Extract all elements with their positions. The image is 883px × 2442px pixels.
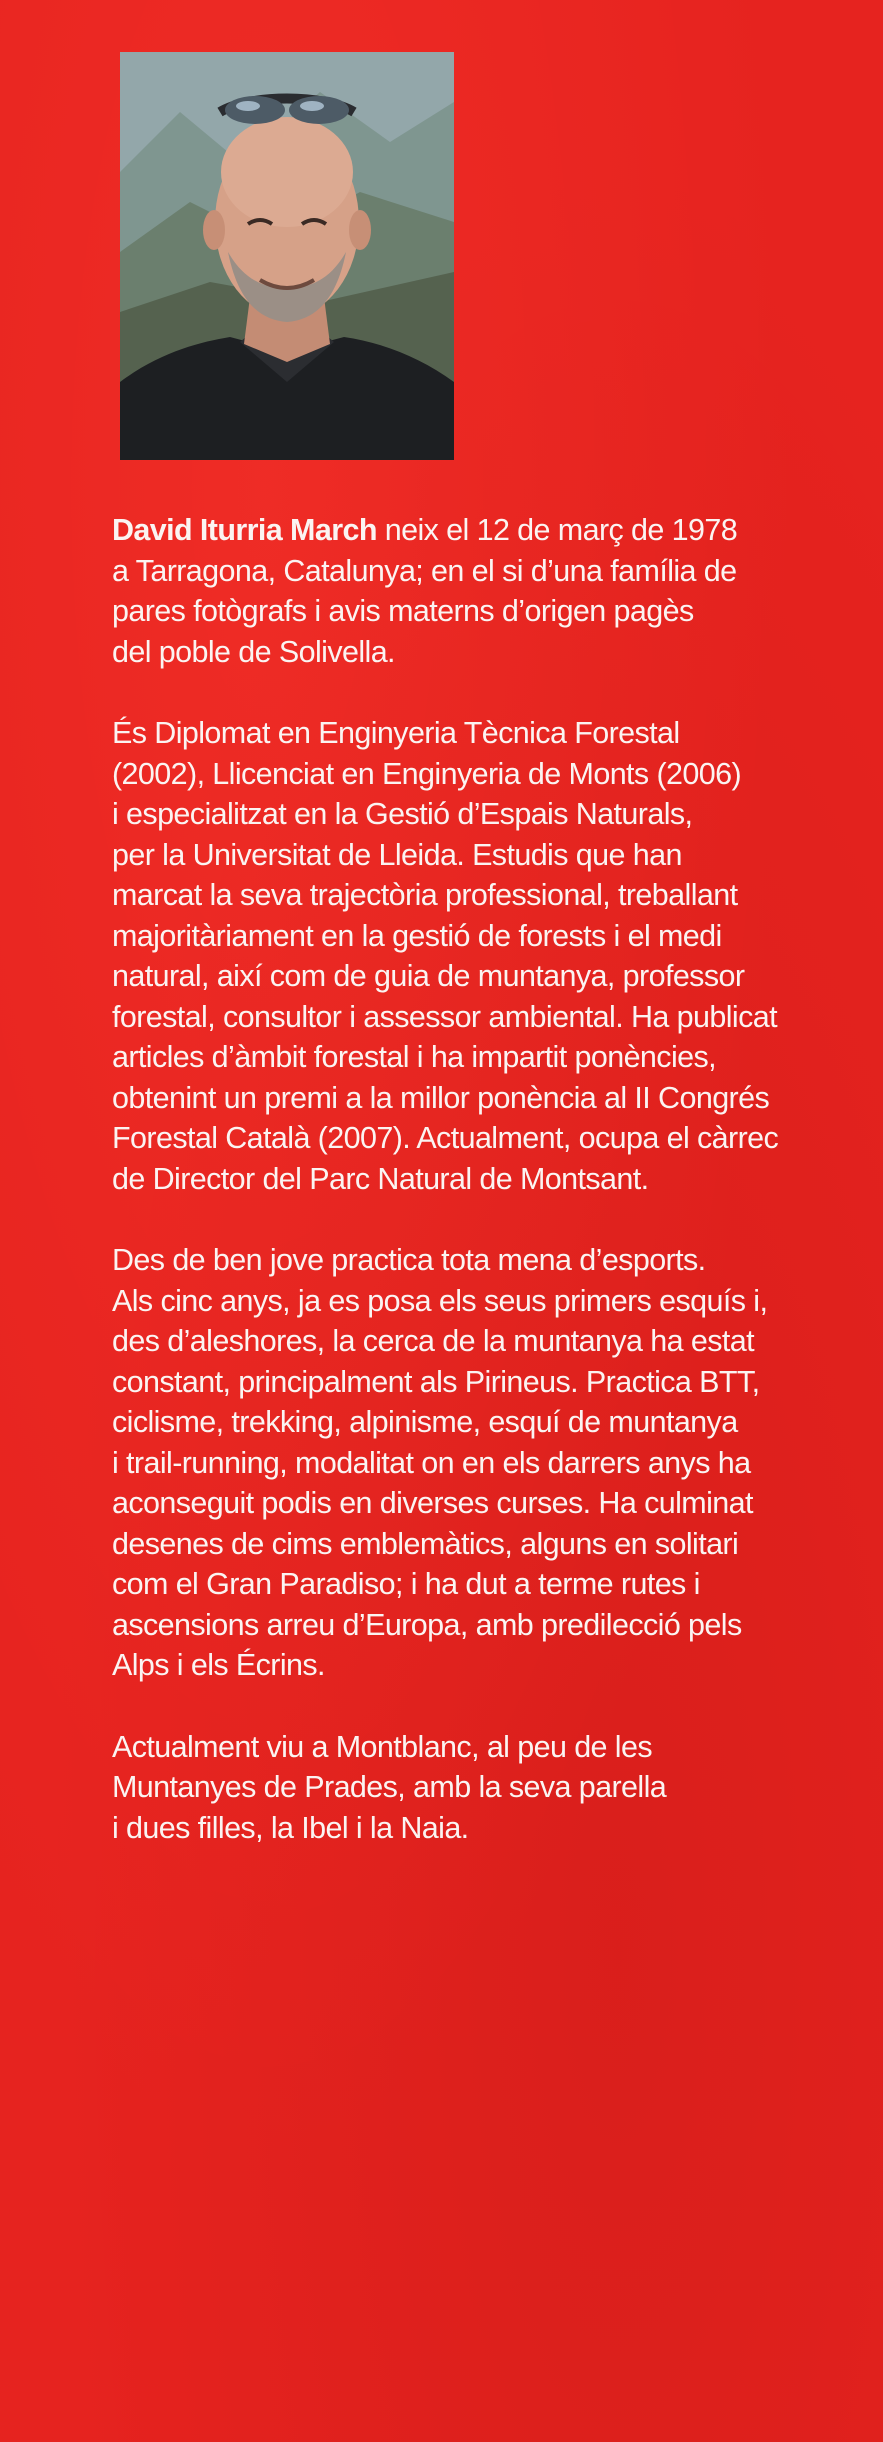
bio-line: majoritàriament en la gestió de forests i el medi	[112, 918, 722, 953]
bio-line: (2002), Llicenciat en Enginyeria de Monts (2006)	[112, 756, 742, 791]
bio-line: marcat la seva trajectòria professional, treballant	[112, 878, 738, 912]
bio-line: obtenint un premi a la millor ponència al II Congrés	[112, 1080, 770, 1115]
bio-paragraph-4	[112, 1727, 852, 1849]
author-bio	[112, 510, 852, 1889]
bio-line: Muntanyes de Prades, amb la seva parella	[112, 1770, 667, 1804]
bio-line: ascensions arreu d’Europa, amb predilecció pels	[112, 1607, 742, 1642]
bio-line: És Diplomat en Enginyeria Tècnica Forestal	[112, 716, 680, 750]
bio-line	[112, 510, 852, 551]
bio-line: del poble de Solivella.	[112, 634, 395, 669]
bio-line: i dues filles, la Ibel i la Naia.	[112, 1810, 469, 1845]
bio-paragraph-2	[112, 713, 852, 1199]
bio-line: per la Universitat de Lleida. Estudis que han	[112, 837, 682, 872]
bio-line: ciclisme, trekking, alpinisme, esquí de muntanya	[112, 1405, 738, 1439]
bio-line: pares fotògrafs i avis materns d’origen pagès	[112, 594, 694, 628]
bio-line: natural, així com de guia de muntanya, professor	[112, 959, 745, 993]
bio-line: Des de ben jove practica tota mena d’esports.	[112, 1243, 706, 1277]
bio-line: i trail-running, modalitat on en els darrers anys ha	[112, 1445, 751, 1480]
author-photo	[120, 52, 454, 460]
bio-line: Alps i els Écrins.	[112, 1648, 325, 1682]
author-name: David Iturria March	[112, 513, 377, 547]
bio-text: neix el 12 de març de 1978	[376, 513, 738, 547]
bio-line: desenes de cims emblemàtics, alguns en solitari	[112, 1526, 739, 1561]
bio-line: forestal, consultor i assessor ambiental. Ha publicat	[112, 999, 777, 1034]
bio-line: de Director del Parc Natural de Montsant.	[112, 1161, 649, 1196]
bio-paragraph-1	[112, 510, 852, 672]
bio-paragraph-3	[112, 1240, 852, 1686]
bio-line: Actualment viu a Montblanc, al peu de les	[112, 1729, 652, 1764]
bio-line: articles d’àmbit forestal i ha impartit ponències,	[112, 1040, 717, 1074]
bio-line: i especialitzat en la Gestió d’Espais Naturals,	[112, 797, 693, 831]
bio-line: Forestal Català (2007). Actualment, ocupa el càrrec	[112, 1121, 779, 1155]
bio-line: com el Gran Paradiso; i ha dut a terme rutes i	[112, 1567, 700, 1601]
bio-line: Als cinc anys, ja es posa els seus primers esquís i,	[112, 1283, 768, 1318]
bio-line: des d’aleshores, la cerca de la muntanya ha estat	[112, 1324, 755, 1358]
author-portrait-icon	[120, 52, 454, 460]
bio-line: aconseguit podis en diverses curses. Ha culminat	[112, 1486, 753, 1520]
bio-line: a Tarragona, Catalunya; en el si d’una família de	[112, 553, 737, 588]
bio-line: constant, principalment als Pirineus. Practica BTT,	[112, 1364, 760, 1399]
